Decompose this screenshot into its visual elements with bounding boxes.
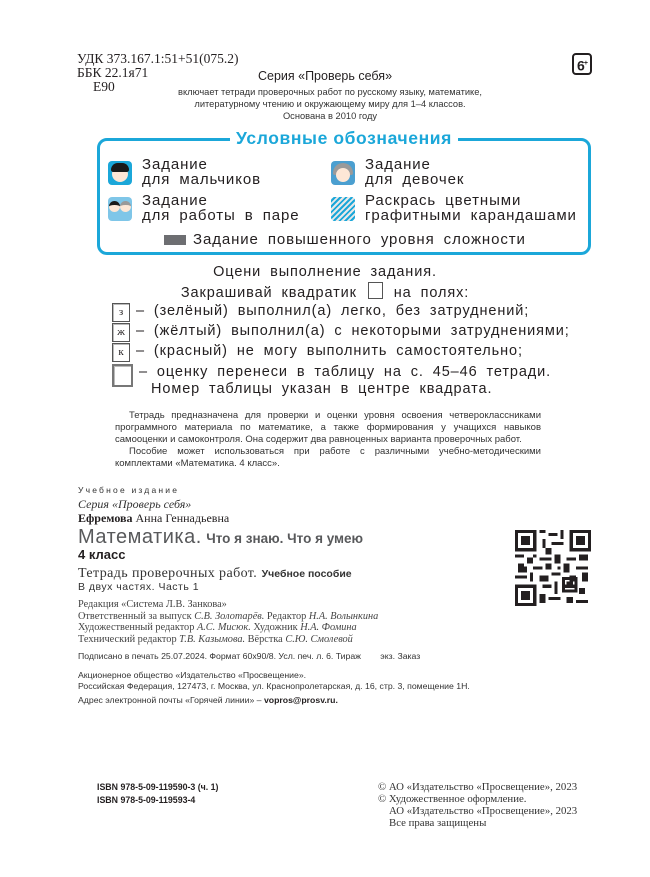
rating-heading: Оцени выполнение задания. [213, 264, 437, 280]
rating-instruction: Закрашивай квадратик на полях: [0, 282, 650, 301]
rating-row-yellow: ж – (жёлтый) выполнил(а) с некоторыми затруднениями; [112, 323, 570, 342]
legend-item-hard-task: Задание повышенного уровня сложности [164, 232, 526, 247]
pair-icon [108, 197, 132, 221]
book-subtitle: Тетрадь проверочных работ. Учебное пособие [78, 566, 352, 581]
credit-line: Ответственный за выпуск С.В. Золотарёв. Редактор Н.А. Волынкина [78, 610, 379, 622]
rating-row-red: к – (красный) не могу выполнить самостоятельно; [112, 343, 523, 362]
qr-code-icon [515, 530, 591, 606]
legend-item-pencils: Раскрась цветными графитными карандашами [331, 193, 577, 223]
hotline-email-link[interactable]: vopros@prosv.ru. [263, 695, 338, 705]
hard-task-swatch-icon [164, 235, 186, 245]
book-parts: В двух частях. Часть 1 [78, 581, 200, 593]
series-title: Серия «Проверь себя» [257, 69, 393, 83]
hotline: Адрес электронной почты «Горячей линии» – vopros@prosv.ru. [78, 695, 338, 705]
legend-item-boys: Задание для мальчиков [108, 157, 261, 187]
print-info: Подписано в печать 25.07.2024. Формат 60x90/8. Усл. печ. л. 6. Тираж экз. Заказ [78, 651, 421, 661]
author-index: Е90 [93, 79, 115, 94]
green-mark-icon: з [112, 303, 130, 322]
grade: 4 класс [78, 547, 126, 562]
credit-line: Редакция «Система Л.В. Занкова» [78, 599, 227, 610]
table-square-icon [112, 364, 133, 387]
imprint-series: Серия «Проверь себя» [78, 497, 192, 511]
credit-line: Художественный редактор А.С. Мисюк. Художник Н.А. Фомина [78, 622, 357, 633]
empty-square-icon [368, 282, 383, 299]
author: Ефремова Анна Геннадьевна [78, 511, 230, 525]
girl-icon [331, 161, 355, 185]
book-description: Тетрадь предназначена для проверки и оценки уровня освоения четвероклассниками программного материала по математике, а также формирования у учащихся навыков самооценки и самоконтроля. Она содержит два равноценных варианта проверочных работ. Пособие может использоваться при работе с различными учебно-методическими комплектами «Математика. 4 класс». [115, 410, 541, 469]
credit-line: Технический редактор Т.В. Казымова. Вёрстка С.Ю. Смолевой [78, 633, 353, 645]
isbn-full: ISBN 978-5-09-119593-4 [97, 794, 196, 805]
credits [78, 599, 378, 645]
yellow-mark-icon: ж [112, 323, 130, 342]
udk-code: УДК 373.167.1:51+51(075.2) [77, 51, 239, 66]
book-title: Математика. Что я знаю. Что я умею [78, 526, 364, 548]
legend-item-girls: Задание для девочек [331, 157, 464, 187]
series-description: включает тетради проверочных работ по русскому языку, математике, литературному чтению и окружающему миру для 1–4 классов. Основана в 2010 году [178, 87, 482, 121]
isbn-block [97, 781, 219, 806]
publisher-address: Акционерное общество «Издательство «Просвещение». Российская Федерация, 127473, г. Москва, ул. Краснопролетарская, д. 16, стр. 3, помещение 1Н. [78, 670, 470, 691]
edition-type: Учебное издание [78, 485, 180, 495]
legend-item-pair: Задание для работы в паре [108, 193, 300, 223]
bbk-code: ББК 22.1я71 [77, 65, 149, 80]
boy-icon [108, 161, 132, 185]
age-rating-badge: 6+ [572, 53, 592, 75]
red-mark-icon: к [112, 343, 130, 362]
isbn-part1: ISBN 978-5-09-119590-3 (ч. 1) [97, 782, 219, 792]
rating-row-green: з – (зелёный) выполнил(а) легко, без затруднений; [112, 303, 529, 322]
pencils-icon [331, 197, 355, 221]
copyright-block: © АО «Издательство «Просвещение», 2023 © Художественное оформление. АО «Издательство «Просвещение», 2023 Все права защищены [378, 781, 578, 829]
rating-row-table: – оценку перенеси в таблицу на с. 45–46 тетради. Номер таблицы указан в центре квадрата. [112, 364, 551, 398]
legend-title: Условные обозначения [230, 128, 458, 149]
